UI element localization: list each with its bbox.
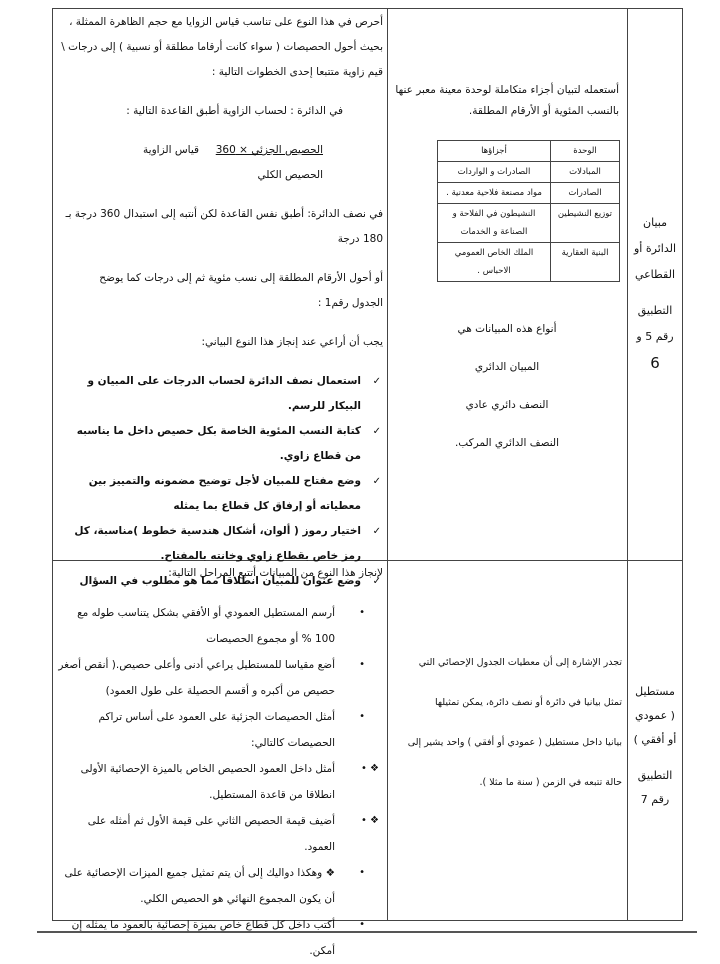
row1-middle-intro: أستعمله لتبيان أجزاء متكاملة لوحدة معينة معبر عنها بالنسب المئوية أو الأرقام المطلقة. <box>395 84 619 117</box>
row1-types <box>395 310 619 462</box>
formula <box>58 138 383 163</box>
table-row <box>438 183 620 204</box>
must-title: يجب أن أراعي عند إنجاز هذا النوع البياني: <box>201 336 383 348</box>
middle-line: حالة تتبعه في الزمن ( سنة ما مثلا ). <box>479 777 622 788</box>
formula-numerator: الحصيص الجزئي × 360 <box>215 144 323 156</box>
row2-title-line: أو أفقي ) <box>633 733 677 746</box>
types-title: أنواع هذه المبيانات هي <box>457 323 557 335</box>
row2-left-content <box>58 561 383 964</box>
intro-text: أحرص في هذا النوع على تناسب قياس الزوايا مع حجم الظاهرة الممثلة ، بحيث أحول الحصيصات ( سواء كانت أرقاما مطلقة أو نسبية ) إلى درجات \ قيم زاوية متتبعا إحدى الخطوات التالية : <box>61 16 383 78</box>
row1-title <box>628 210 682 376</box>
table-cell: مواد مصنعة فلاحية معدنية . <box>438 183 551 204</box>
table-cell: الصادرات و الواردات <box>438 162 551 183</box>
units-table <box>437 140 620 282</box>
formula-label: قياس الزاوية <box>143 144 200 156</box>
checkmark-icon: ✓ <box>372 426 381 437</box>
checkmark-icon: ✓ <box>372 476 381 487</box>
table-cell: المبادلات <box>551 162 620 183</box>
step-item: ❖ • أضيف قيمة الحصيص الثاني على قيمة الأول ثم أمثله على العمود. <box>58 808 335 860</box>
step-item: • أكتب داخل كل قطاع خاص بميزة إحصائية بالعمود ما يمثله إن أمكن. <box>58 912 335 964</box>
diamond-bullet-icon: ❖ • <box>360 763 379 774</box>
bullet-icon: • <box>359 607 365 618</box>
check-item: ✓ وضع عنوان للمبيان انطلاقا مما هو مطلوب في السؤال <box>58 569 361 594</box>
row2-title-line: ( عمودي <box>635 709 675 722</box>
table-row <box>438 162 620 183</box>
middle-line: بيانيا داخل مستطيل ( عمودي أو أفقي ) واحد يشير إلى <box>407 737 622 748</box>
header-cell: الوحدة <box>551 141 620 162</box>
row2-application: رقم 7 <box>640 793 670 806</box>
steps-list <box>58 600 383 964</box>
circle-rule: في الدائرة : لحساب الزاوية أطبق القاعدة التالية : <box>126 105 343 117</box>
row1-title-line: مبيان <box>643 216 667 229</box>
checkmark-icon: ✓ <box>372 526 381 537</box>
check-item: ✓ استعمال نصف الدائرة لحساب الدرجات على المبيان و البيكار للرسم. <box>58 369 361 419</box>
column-divider-left <box>387 8 388 921</box>
diamond-bullet-icon: ❖ • <box>360 815 379 826</box>
table-top-border <box>52 8 683 9</box>
convert-text: أو أحول الأرقام المطلقة إلى نسب مئوية ثم إلى درجات كما يوضح الجدول رقم1 : <box>99 272 383 309</box>
table-cell: توزيع النشيطين <box>551 204 620 243</box>
row1-title-line: القطاعي <box>634 268 676 281</box>
type-item: المبيان الدائري <box>474 361 540 373</box>
middle-line: تمثل بيانيا في دائرة أو نصف دائرة، يمكن تمثيلها <box>434 697 622 708</box>
bullet-icon: • <box>359 711 365 722</box>
row2-middle <box>392 643 622 803</box>
header-cell: أجزاؤها <box>438 141 551 162</box>
check-item: ✓ وضع مفتاح للمبيان لأجل توضيح مضمونه والتمييز بين معطياته أو إرفاق كل قطاع بما يمثله <box>58 469 361 519</box>
formula-denominator: الحصيص الكلي <box>257 169 323 181</box>
half-circle-rule: في نصف الدائرة: أطبق نفس القاعدة لكن أنتبه إلى استبدال 360 درجة بـ 180 درجة <box>65 208 383 245</box>
check-item: ✓ اختيار رموز ( ألوان، أشكال هندسية خطوط )مناسبة، كل رمز خاص بقطاع زاوي وخانته بالمفتاح. <box>58 519 361 569</box>
step-item: • ❖ وهكذا دواليك إلى أن يتم تمثيل جميع الميزات الإحصائية على أن يكون المجموع النهائي هو الحصيص الكلي. <box>58 860 335 912</box>
table-right-border <box>682 8 683 921</box>
row2-title <box>628 680 682 812</box>
table-header-row <box>438 141 620 162</box>
row2-title-line: مستطيل <box>635 685 675 698</box>
table-row <box>438 243 620 282</box>
step-item: • أضع مقياسا للمستطيل يراعي أدنى وأعلى حصيص.( أنقص أصغر حصيص من أكبره و أقسم الحصيلة على طول العمود) <box>58 652 335 704</box>
row1-application: 6 <box>650 354 660 372</box>
table-cell: البنية العقارية <box>551 243 620 282</box>
bullet-icon: • <box>359 867 365 878</box>
table-cell: الصادرات <box>551 183 620 204</box>
row1-application: التطبيق <box>637 304 673 317</box>
step-item: • أمثل الحصيصات الجزئية على العمود على أساس تراكم الحصيصات كالتالي: <box>58 704 335 756</box>
checkmark-icon: ✓ <box>372 576 381 587</box>
steps-title: لإنجاز هذا النوع من المبيانات أتتبع المراحل التالية: <box>168 567 383 579</box>
table-row <box>438 204 620 243</box>
table-cell: الملك الخاص العمومي الاحباس . <box>438 243 551 282</box>
row1-title-line: الدائرة أو <box>634 242 676 255</box>
bullet-icon: • <box>359 659 365 670</box>
row2-application: التطبيق <box>637 769 673 782</box>
type-item: النصف الدائري المركب. <box>454 437 560 449</box>
type-item: النصف دائري عادي <box>465 399 549 411</box>
row1-left-content <box>58 10 383 594</box>
table-cell: النشيطون في الفلاحة و الصناعة و الخدمات <box>438 204 551 243</box>
checkmark-icon: ✓ <box>372 376 381 387</box>
step-item: • أرسم المستطيل العمودي أو الأفقي بشكل يتناسب طوله مع 100 % أو مجموع الحصيصات <box>58 600 335 652</box>
step-item: ❖ • أمثل داخل العمود الحصيص الخاص بالميزة الإحصائية الأولى انطلاقا من قاعدة المستطيل. <box>58 756 335 808</box>
row1-application: رقم 5 و <box>636 330 674 343</box>
bullet-icon: • <box>359 919 365 930</box>
check-item: ✓ كتابة النسب المئوية الخاصة بكل حصيص داخل ما يناسبه من قطاع زاوي. <box>58 419 361 469</box>
middle-line: تجدر الإشارة إلى أن معطيات الجدول الإحصائي التي <box>418 657 622 668</box>
table-left-border <box>52 8 53 921</box>
